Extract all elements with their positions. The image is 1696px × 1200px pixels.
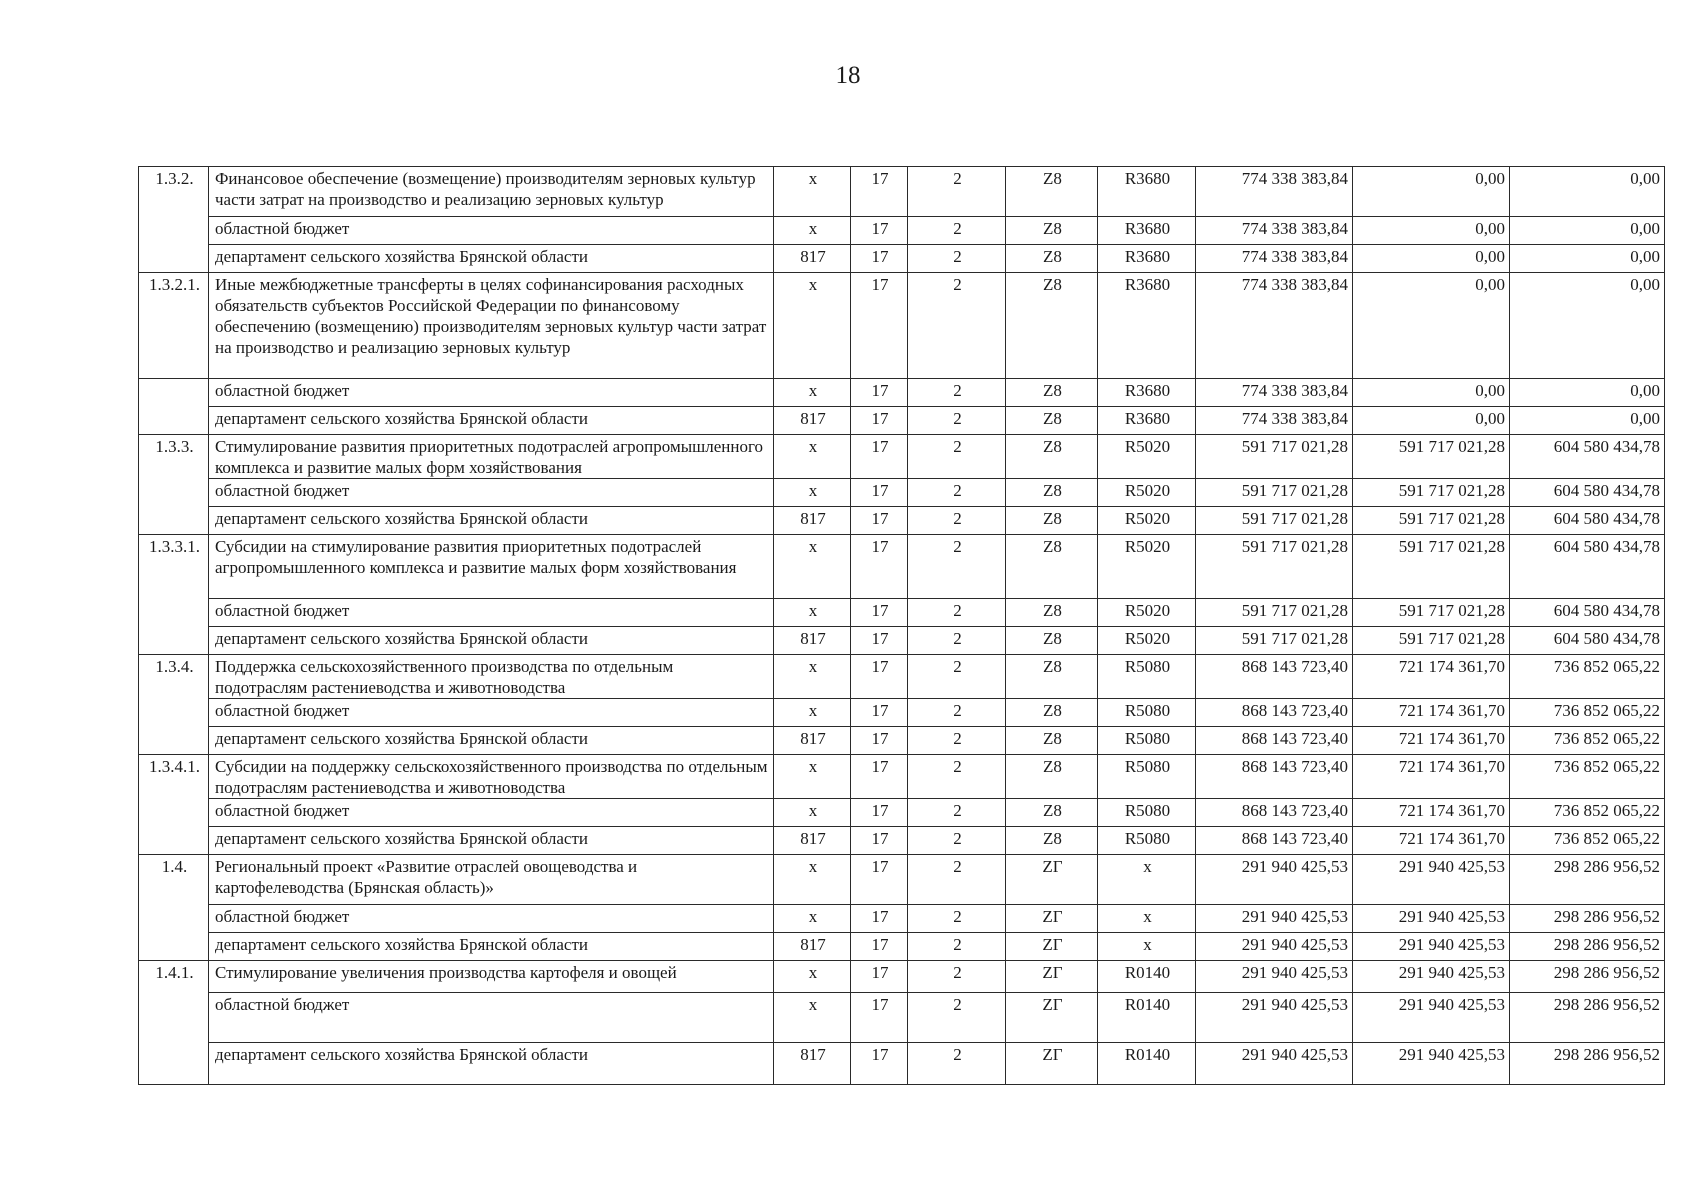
table-row bbox=[139, 435, 1665, 479]
page-number: 18 bbox=[835, 62, 861, 89]
cell-event: Z8 bbox=[1006, 407, 1098, 435]
cell-direction: R0140 bbox=[1098, 993, 1196, 1043]
table-row bbox=[139, 407, 1665, 435]
row-number: 1.3.3. bbox=[139, 435, 209, 535]
cell-amount-3: 736 852 065,22 bbox=[1510, 699, 1665, 727]
cell-amount-2: 291 940 425,53 bbox=[1353, 855, 1510, 905]
cell-program: 17 bbox=[851, 961, 908, 993]
cell-event: ZГ bbox=[1006, 993, 1098, 1043]
cell-amount-1: 868 143 723,40 bbox=[1196, 799, 1353, 827]
cell-direction: R3680 bbox=[1098, 217, 1196, 245]
cell-event: Z8 bbox=[1006, 217, 1098, 245]
cell-direction: R0140 bbox=[1098, 1043, 1196, 1085]
table-row bbox=[139, 855, 1665, 905]
cell-grbs: x bbox=[774, 799, 851, 827]
cell-amount-2: 291 940 425,53 bbox=[1353, 933, 1510, 961]
cell-subprogram: 2 bbox=[908, 727, 1006, 755]
cell-event: Z8 bbox=[1006, 727, 1098, 755]
cell-event: ZГ bbox=[1006, 905, 1098, 933]
cell-program: 17 bbox=[851, 655, 908, 699]
cell-grbs: x bbox=[774, 479, 851, 507]
cell-amount-1: 868 143 723,40 bbox=[1196, 699, 1353, 727]
cell-amount-2: 291 940 425,53 bbox=[1353, 961, 1510, 993]
row-name: Иные межбюджетные трансферты в целях софинансирования расходных обязательств субъектов Российской Федерации по финансовому обеспечению (возмещению) производителям зерновых культур части затрат на производство и реализацию зерновых культур bbox=[209, 273, 774, 379]
cell-subprogram: 2 bbox=[908, 993, 1006, 1043]
cell-event: Z8 bbox=[1006, 827, 1098, 855]
cell-program: 17 bbox=[851, 507, 908, 535]
cell-subprogram: 2 bbox=[908, 479, 1006, 507]
row-name: Субсидии на стимулирование развития приоритетных подотраслей агропромышленного комплекса и развитие малых форм хозяйствования bbox=[209, 535, 774, 599]
cell-event: Z8 bbox=[1006, 627, 1098, 655]
cell-amount-1: 591 717 021,28 bbox=[1196, 479, 1353, 507]
cell-amount-2: 591 717 021,28 bbox=[1353, 535, 1510, 599]
cell-amount-1: 774 338 383,84 bbox=[1196, 217, 1353, 245]
cell-grbs: x bbox=[774, 961, 851, 993]
cell-amount-3: 604 580 434,78 bbox=[1510, 435, 1665, 479]
cell-program: 17 bbox=[851, 217, 908, 245]
cell-amount-1: 591 717 021,28 bbox=[1196, 599, 1353, 627]
cell-amount-2: 721 174 361,70 bbox=[1353, 799, 1510, 827]
cell-program: 17 bbox=[851, 993, 908, 1043]
cell-grbs: 817 bbox=[774, 627, 851, 655]
row-number: 1.3.2.1. bbox=[139, 273, 209, 379]
cell-direction: R3680 bbox=[1098, 273, 1196, 379]
cell-event: Z8 bbox=[1006, 507, 1098, 535]
cell-amount-3: 298 286 956,52 bbox=[1510, 905, 1665, 933]
row-name: областной бюджет bbox=[209, 379, 774, 407]
cell-subprogram: 2 bbox=[908, 1043, 1006, 1085]
cell-direction: R5080 bbox=[1098, 755, 1196, 799]
row-name: областной бюджет bbox=[209, 905, 774, 933]
cell-program: 17 bbox=[851, 435, 908, 479]
cell-grbs: x bbox=[774, 993, 851, 1043]
row-name: Финансовое обеспечение (возмещение) производителям зерновых культур части затрат на производство и реализацию зерновых культур bbox=[209, 167, 774, 217]
row-number: 1.4. bbox=[139, 855, 209, 961]
cell-event: Z8 bbox=[1006, 379, 1098, 407]
cell-grbs: x bbox=[774, 435, 851, 479]
row-name: областной бюджет bbox=[209, 599, 774, 627]
cell-grbs: 817 bbox=[774, 933, 851, 961]
cell-amount-3: 736 852 065,22 bbox=[1510, 827, 1665, 855]
cell-amount-1: 774 338 383,84 bbox=[1196, 167, 1353, 217]
cell-program: 17 bbox=[851, 167, 908, 217]
table-row bbox=[139, 599, 1665, 627]
cell-event: Z8 bbox=[1006, 167, 1098, 217]
row-number: 1.3.2. bbox=[139, 167, 209, 273]
cell-program: 17 bbox=[851, 727, 908, 755]
row-name: департамент сельского хозяйства Брянской области bbox=[209, 407, 774, 435]
cell-amount-3: 298 286 956,52 bbox=[1510, 1043, 1665, 1085]
cell-subprogram: 2 bbox=[908, 855, 1006, 905]
row-name: департамент сельского хозяйства Брянской области bbox=[209, 507, 774, 535]
cell-amount-2: 291 940 425,53 bbox=[1353, 993, 1510, 1043]
table-row bbox=[139, 905, 1665, 933]
cell-amount-1: 591 717 021,28 bbox=[1196, 507, 1353, 535]
cell-amount-1: 291 940 425,53 bbox=[1196, 855, 1353, 905]
row-name: Субсидии на поддержку сельскохозяйственного производства по отдельным подотраслям растениеводства и животноводства bbox=[209, 755, 774, 799]
cell-event: Z8 bbox=[1006, 699, 1098, 727]
cell-amount-2: 721 174 361,70 bbox=[1353, 699, 1510, 727]
cell-subprogram: 2 bbox=[908, 245, 1006, 273]
table-row bbox=[139, 379, 1665, 407]
cell-amount-3: 0,00 bbox=[1510, 245, 1665, 273]
table-row bbox=[139, 479, 1665, 507]
cell-amount-3: 298 286 956,52 bbox=[1510, 961, 1665, 993]
cell-amount-3: 604 580 434,78 bbox=[1510, 599, 1665, 627]
cell-program: 17 bbox=[851, 273, 908, 379]
cell-subprogram: 2 bbox=[908, 273, 1006, 379]
cell-amount-3: 604 580 434,78 bbox=[1510, 627, 1665, 655]
cell-grbs: 817 bbox=[774, 507, 851, 535]
cell-subprogram: 2 bbox=[908, 217, 1006, 245]
cell-subprogram: 2 bbox=[908, 599, 1006, 627]
cell-amount-3: 298 286 956,52 bbox=[1510, 855, 1665, 905]
cell-program: 17 bbox=[851, 407, 908, 435]
row-name: департамент сельского хозяйства Брянской области bbox=[209, 727, 774, 755]
cell-amount-3: 604 580 434,78 bbox=[1510, 507, 1665, 535]
cell-direction: R5020 bbox=[1098, 627, 1196, 655]
cell-program: 17 bbox=[851, 855, 908, 905]
table-row bbox=[139, 167, 1665, 217]
cell-subprogram: 2 bbox=[908, 655, 1006, 699]
cell-grbs: 817 bbox=[774, 407, 851, 435]
cell-event: ZГ bbox=[1006, 961, 1098, 993]
cell-amount-3: 736 852 065,22 bbox=[1510, 755, 1665, 799]
cell-subprogram: 2 bbox=[908, 627, 1006, 655]
cell-amount-2: 721 174 361,70 bbox=[1353, 827, 1510, 855]
cell-amount-1: 868 143 723,40 bbox=[1196, 755, 1353, 799]
row-name: Региональный проект «Развитие отраслей овощеводства и картофелеводства (Брянская область)» bbox=[209, 855, 774, 905]
table-row bbox=[139, 217, 1665, 245]
cell-amount-3: 736 852 065,22 bbox=[1510, 655, 1665, 699]
row-number-empty bbox=[139, 379, 209, 435]
cell-amount-3: 604 580 434,78 bbox=[1510, 535, 1665, 599]
cell-amount-3: 298 286 956,52 bbox=[1510, 993, 1665, 1043]
cell-amount-1: 774 338 383,84 bbox=[1196, 407, 1353, 435]
table-row bbox=[139, 933, 1665, 961]
cell-direction: R3680 bbox=[1098, 407, 1196, 435]
cell-amount-3: 0,00 bbox=[1510, 167, 1665, 217]
table-row bbox=[139, 827, 1665, 855]
cell-direction: R5020 bbox=[1098, 599, 1196, 627]
cell-amount-1: 774 338 383,84 bbox=[1196, 245, 1353, 273]
cell-direction: R5080 bbox=[1098, 799, 1196, 827]
table-row bbox=[139, 507, 1665, 535]
cell-amount-3: 0,00 bbox=[1510, 273, 1665, 379]
cell-amount-1: 591 717 021,28 bbox=[1196, 535, 1353, 599]
table-row bbox=[139, 1043, 1665, 1085]
cell-direction: R5020 bbox=[1098, 435, 1196, 479]
cell-amount-1: 868 143 723,40 bbox=[1196, 727, 1353, 755]
row-number: 1.3.4.1. bbox=[139, 755, 209, 855]
cell-grbs: x bbox=[774, 273, 851, 379]
cell-subprogram: 2 bbox=[908, 535, 1006, 599]
cell-grbs: x bbox=[774, 379, 851, 407]
cell-program: 17 bbox=[851, 379, 908, 407]
cell-subprogram: 2 bbox=[908, 933, 1006, 961]
cell-amount-3: 736 852 065,22 bbox=[1510, 799, 1665, 827]
table-row bbox=[139, 273, 1665, 379]
cell-event: Z8 bbox=[1006, 535, 1098, 599]
cell-event: Z8 bbox=[1006, 799, 1098, 827]
table-row bbox=[139, 535, 1665, 599]
cell-subprogram: 2 bbox=[908, 755, 1006, 799]
cell-direction: R5080 bbox=[1098, 727, 1196, 755]
cell-amount-2: 591 717 021,28 bbox=[1353, 435, 1510, 479]
budget-table bbox=[138, 166, 1665, 1085]
cell-event: ZГ bbox=[1006, 855, 1098, 905]
table-row bbox=[139, 755, 1665, 799]
cell-amount-3: 0,00 bbox=[1510, 217, 1665, 245]
row-name: Стимулирование увеличения производства картофеля и овощей bbox=[209, 961, 774, 993]
cell-direction: R5080 bbox=[1098, 655, 1196, 699]
row-number: 1.3.3.1. bbox=[139, 535, 209, 655]
cell-grbs: x bbox=[774, 535, 851, 599]
cell-subprogram: 2 bbox=[908, 435, 1006, 479]
cell-program: 17 bbox=[851, 1043, 908, 1085]
row-name: департамент сельского хозяйства Брянской области bbox=[209, 933, 774, 961]
cell-program: 17 bbox=[851, 535, 908, 599]
row-name: областной бюджет bbox=[209, 993, 774, 1043]
cell-subprogram: 2 bbox=[908, 905, 1006, 933]
table-row bbox=[139, 993, 1665, 1043]
cell-subprogram: 2 bbox=[908, 167, 1006, 217]
cell-program: 17 bbox=[851, 245, 908, 273]
cell-program: 17 bbox=[851, 627, 908, 655]
table-row bbox=[139, 799, 1665, 827]
cell-direction: R3680 bbox=[1098, 167, 1196, 217]
cell-direction: R3680 bbox=[1098, 245, 1196, 273]
cell-grbs: x bbox=[774, 167, 851, 217]
cell-grbs: x bbox=[774, 905, 851, 933]
cell-amount-2: 0,00 bbox=[1353, 407, 1510, 435]
cell-grbs: x bbox=[774, 655, 851, 699]
cell-grbs: x bbox=[774, 217, 851, 245]
table-row bbox=[139, 245, 1665, 273]
cell-amount-1: 591 717 021,28 bbox=[1196, 435, 1353, 479]
cell-event: Z8 bbox=[1006, 435, 1098, 479]
cell-amount-2: 591 717 021,28 bbox=[1353, 599, 1510, 627]
cell-event: Z8 bbox=[1006, 655, 1098, 699]
cell-subprogram: 2 bbox=[908, 507, 1006, 535]
cell-grbs: x bbox=[774, 755, 851, 799]
cell-direction: R0140 bbox=[1098, 961, 1196, 993]
cell-amount-2: 291 940 425,53 bbox=[1353, 1043, 1510, 1085]
cell-program: 17 bbox=[851, 827, 908, 855]
row-name: областной бюджет bbox=[209, 479, 774, 507]
cell-amount-3: 0,00 bbox=[1510, 407, 1665, 435]
cell-program: 17 bbox=[851, 799, 908, 827]
cell-subprogram: 2 bbox=[908, 827, 1006, 855]
cell-event: Z8 bbox=[1006, 755, 1098, 799]
cell-amount-2: 0,00 bbox=[1353, 217, 1510, 245]
cell-event: Z8 bbox=[1006, 479, 1098, 507]
cell-event: Z8 bbox=[1006, 273, 1098, 379]
cell-program: 17 bbox=[851, 905, 908, 933]
cell-event: ZГ bbox=[1006, 933, 1098, 961]
table-row bbox=[139, 655, 1665, 699]
cell-amount-2: 721 174 361,70 bbox=[1353, 727, 1510, 755]
row-name: департамент сельского хозяйства Брянской области bbox=[209, 627, 774, 655]
cell-amount-1: 291 940 425,53 bbox=[1196, 1043, 1353, 1085]
cell-grbs: x bbox=[774, 855, 851, 905]
cell-amount-1: 868 143 723,40 bbox=[1196, 655, 1353, 699]
cell-amount-3: 604 580 434,78 bbox=[1510, 479, 1665, 507]
cell-amount-1: 774 338 383,84 bbox=[1196, 273, 1353, 379]
row-name: департамент сельского хозяйства Брянской области bbox=[209, 827, 774, 855]
cell-grbs: 817 bbox=[774, 1043, 851, 1085]
row-name: департамент сельского хозяйства Брянской области bbox=[209, 245, 774, 273]
row-name: областной бюджет bbox=[209, 799, 774, 827]
cell-amount-1: 591 717 021,28 bbox=[1196, 627, 1353, 655]
cell-direction: R5020 bbox=[1098, 479, 1196, 507]
cell-direction: R5020 bbox=[1098, 507, 1196, 535]
row-name: областной бюджет bbox=[209, 699, 774, 727]
cell-amount-2: 721 174 361,70 bbox=[1353, 655, 1510, 699]
cell-program: 17 bbox=[851, 933, 908, 961]
cell-event: Z8 bbox=[1006, 245, 1098, 273]
cell-event: ZГ bbox=[1006, 1043, 1098, 1085]
cell-subprogram: 2 bbox=[908, 407, 1006, 435]
cell-program: 17 bbox=[851, 599, 908, 627]
cell-grbs: 817 bbox=[774, 827, 851, 855]
cell-amount-1: 774 338 383,84 bbox=[1196, 379, 1353, 407]
cell-amount-2: 0,00 bbox=[1353, 273, 1510, 379]
cell-event: Z8 bbox=[1006, 599, 1098, 627]
cell-grbs: 817 bbox=[774, 727, 851, 755]
cell-program: 17 bbox=[851, 699, 908, 727]
cell-direction: x bbox=[1098, 905, 1196, 933]
cell-subprogram: 2 bbox=[908, 699, 1006, 727]
cell-amount-1: 291 940 425,53 bbox=[1196, 993, 1353, 1043]
cell-direction: R5020 bbox=[1098, 535, 1196, 599]
cell-amount-1: 291 940 425,53 bbox=[1196, 961, 1353, 993]
cell-grbs: x bbox=[774, 699, 851, 727]
cell-amount-3: 298 286 956,52 bbox=[1510, 933, 1665, 961]
cell-grbs: 817 bbox=[774, 245, 851, 273]
cell-subprogram: 2 bbox=[908, 961, 1006, 993]
cell-amount-2: 721 174 361,70 bbox=[1353, 755, 1510, 799]
cell-program: 17 bbox=[851, 479, 908, 507]
cell-amount-3: 0,00 bbox=[1510, 379, 1665, 407]
cell-amount-2: 591 717 021,28 bbox=[1353, 479, 1510, 507]
cell-amount-1: 291 940 425,53 bbox=[1196, 933, 1353, 961]
cell-direction: R5080 bbox=[1098, 827, 1196, 855]
cell-amount-1: 868 143 723,40 bbox=[1196, 827, 1353, 855]
table-row bbox=[139, 727, 1665, 755]
cell-direction: R5080 bbox=[1098, 699, 1196, 727]
table-row bbox=[139, 699, 1665, 727]
cell-amount-2: 0,00 bbox=[1353, 379, 1510, 407]
row-name: областной бюджет bbox=[209, 217, 774, 245]
cell-direction: R3680 bbox=[1098, 379, 1196, 407]
row-name: Поддержка сельскохозяйственного производства по отдельным подотраслям растениеводства и животноводства bbox=[209, 655, 774, 699]
cell-amount-1: 291 940 425,53 bbox=[1196, 905, 1353, 933]
cell-amount-2: 291 940 425,53 bbox=[1353, 905, 1510, 933]
cell-subprogram: 2 bbox=[908, 379, 1006, 407]
table-row bbox=[139, 961, 1665, 993]
table-row bbox=[139, 627, 1665, 655]
cell-amount-3: 736 852 065,22 bbox=[1510, 727, 1665, 755]
row-name: департамент сельского хозяйства Брянской области bbox=[209, 1043, 774, 1085]
row-name: Стимулирование развития приоритетных подотраслей агропромышленного комплекса и развитие малых форм хозяйствования bbox=[209, 435, 774, 479]
row-number: 1.3.4. bbox=[139, 655, 209, 755]
cell-direction: x bbox=[1098, 855, 1196, 905]
cell-direction: x bbox=[1098, 933, 1196, 961]
cell-grbs: x bbox=[774, 599, 851, 627]
cell-subprogram: 2 bbox=[908, 799, 1006, 827]
cell-amount-2: 0,00 bbox=[1353, 167, 1510, 217]
row-number: 1.4.1. bbox=[139, 961, 209, 1085]
cell-program: 17 bbox=[851, 755, 908, 799]
cell-amount-2: 0,00 bbox=[1353, 245, 1510, 273]
cell-amount-2: 591 717 021,28 bbox=[1353, 507, 1510, 535]
cell-amount-2: 591 717 021,28 bbox=[1353, 627, 1510, 655]
